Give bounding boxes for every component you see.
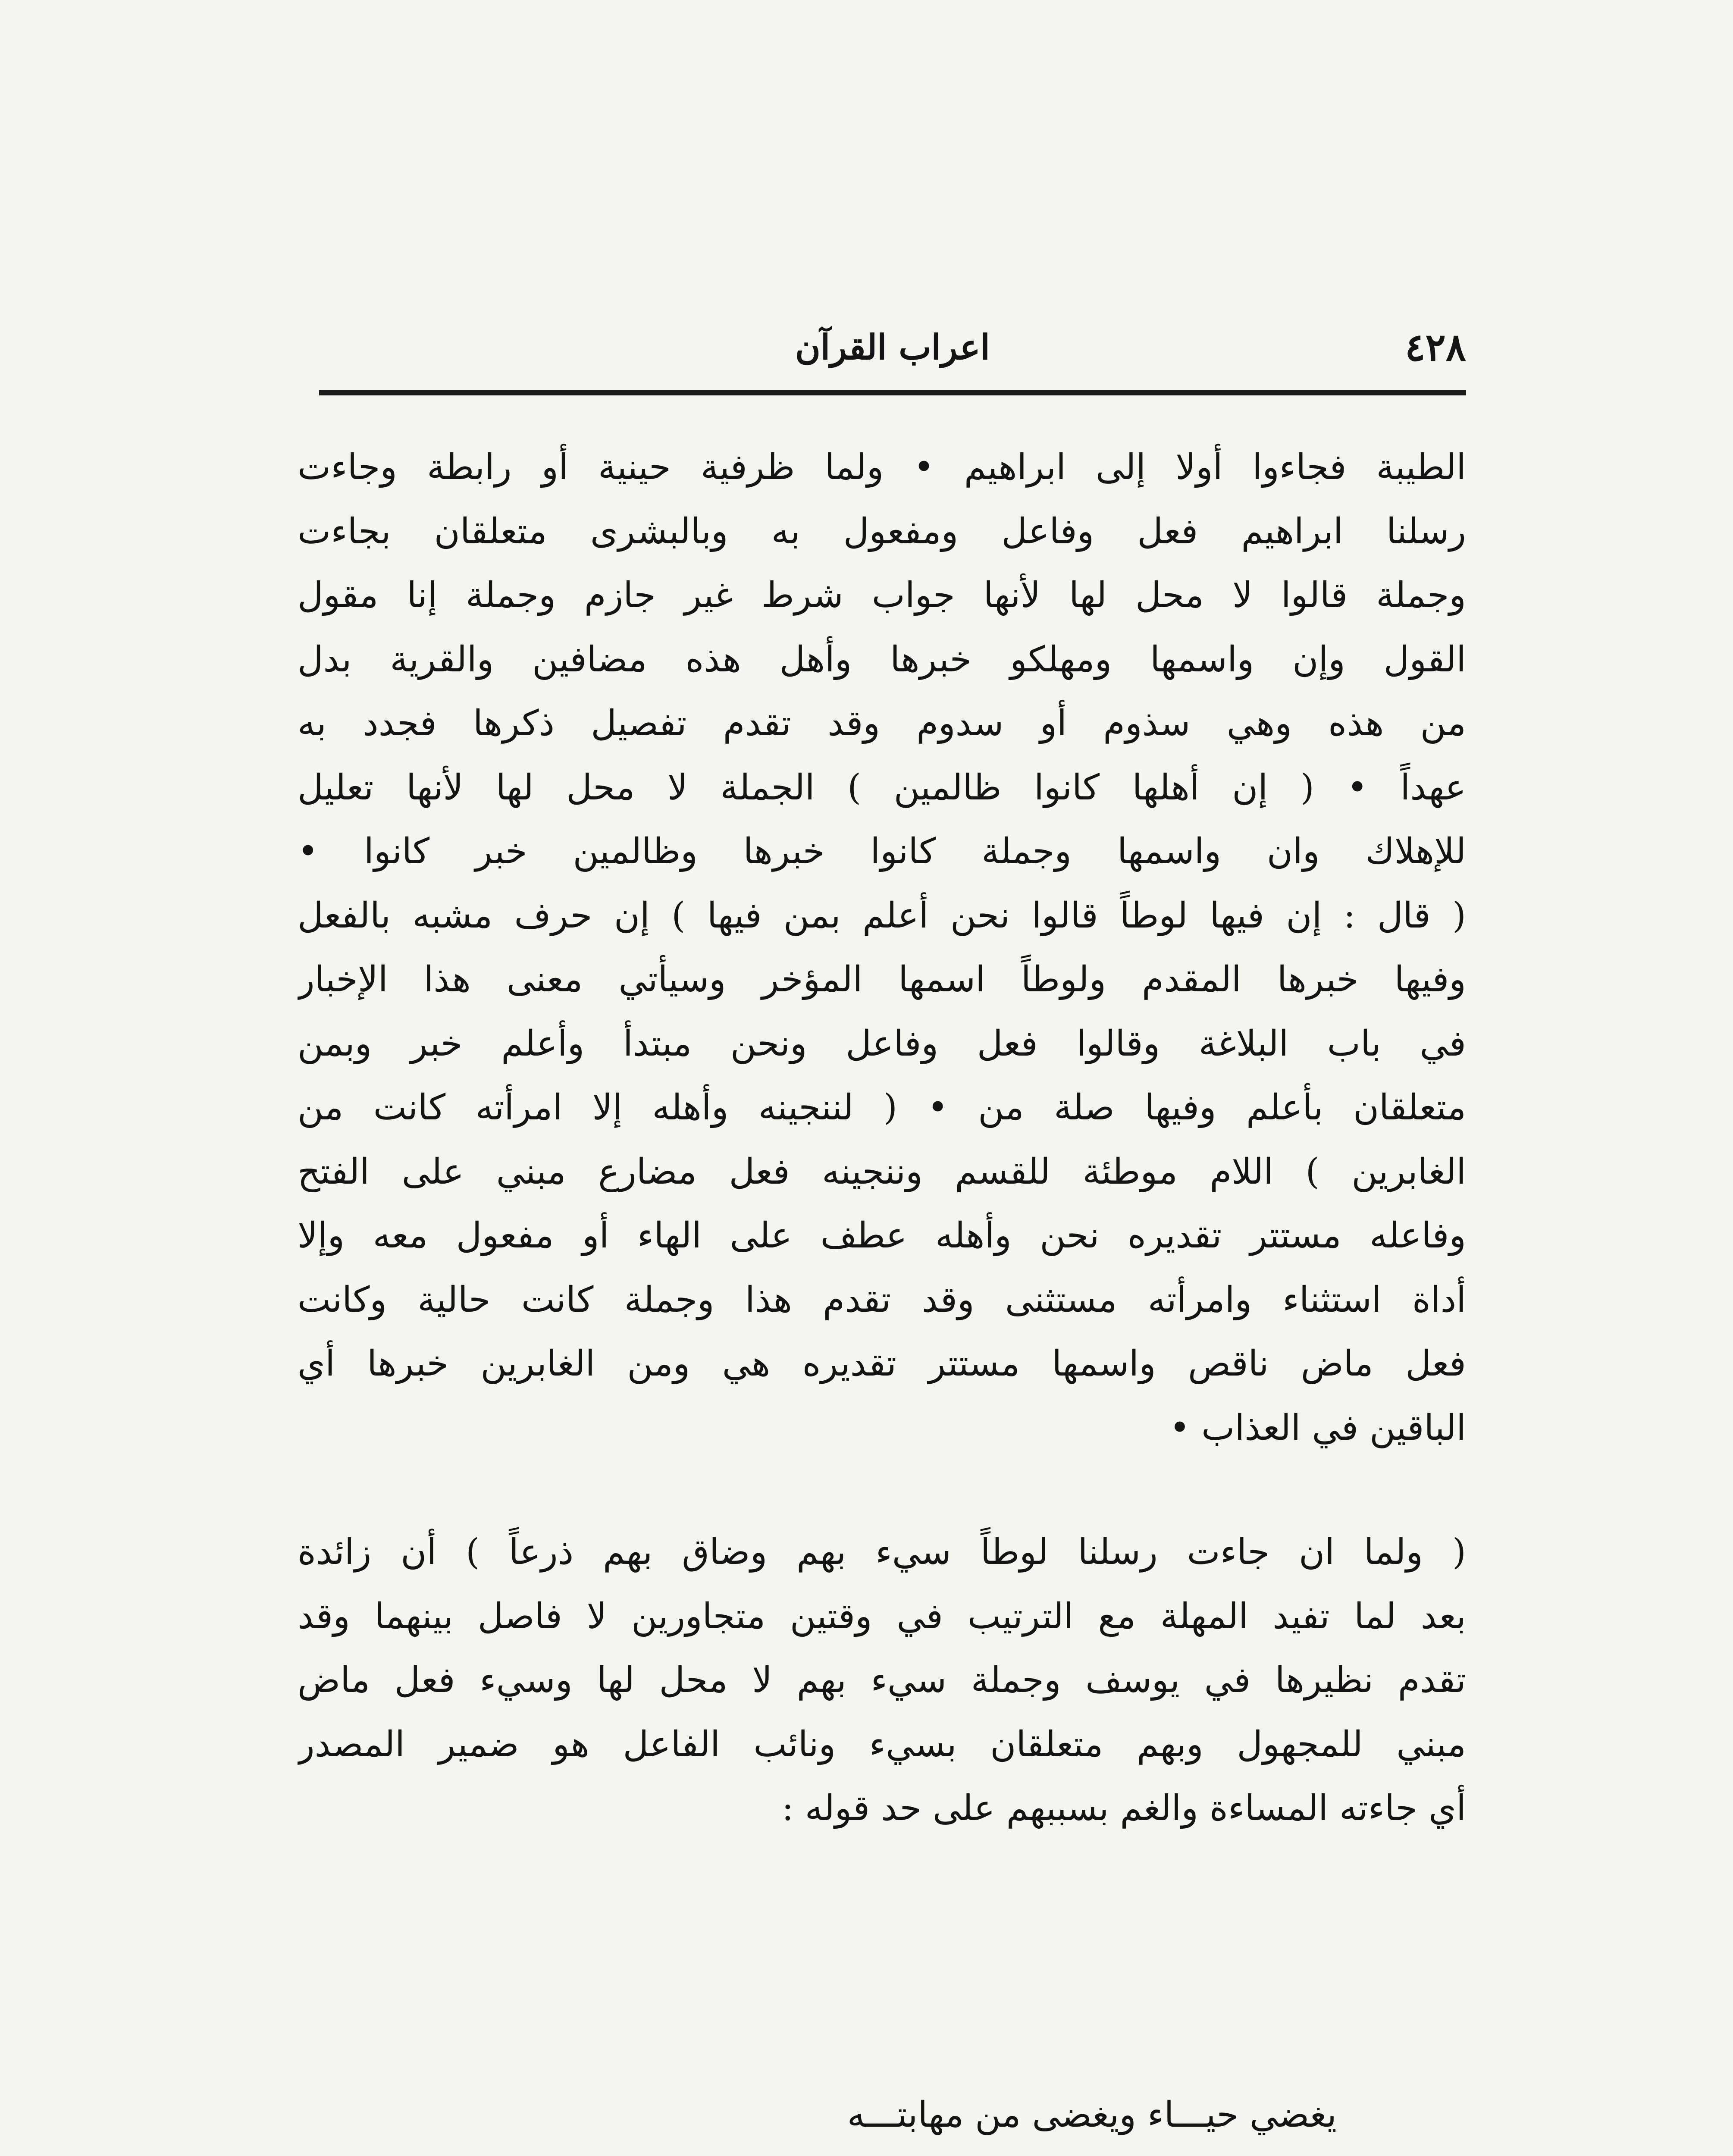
paragraph-line: وفيها خبرها المقدم ولوطاً اسمها المؤخر وسيأتي معنى هذا الإخبار (298, 959, 1466, 1000)
paragraph-line: في باب البلاغة وقالوا فعل وفاعل ونحن مبتدأ وأعلم خبر وبمن (298, 1023, 1466, 1064)
paragraph-line: للإهلاك وان واسمها وجملة كانوا خبرها وظالمين خبر كانوا • (298, 831, 1466, 872)
paragraph-line: فعل ماض ناقص واسمها مستتر تقديره هي ومن الغابرين خبرها أي (298, 1343, 1466, 1384)
paragraph-line: بعد لما تفيد المهلة مع الترتيب في وقتين متجاورين لا فاصل بينهما وقد (298, 1595, 1466, 1637)
paragraph-line: عهداً • ( إن أهلها كانوا ظالمين ) الجملة لا محل لها لأنها تعليل (298, 767, 1466, 808)
paragraph-line: ( ولما ان جاءت رسلنا لوطاً سيء بهم وضاق بهم ذرعاً ) أن زائدة (298, 1532, 1466, 1573)
paragraph-line: الغابرين ) اللام موطئة للقسم وننجينه فعل مضارع مبني على الفتح (298, 1151, 1466, 1192)
paragraph-gap (298, 1460, 1466, 1520)
paragraph-line: وفاعله مستتر تقديره نحن وأهله عطف على الهاء أو مفعول معه وإلا (298, 1215, 1466, 1256)
paragraph-line: الباقين في العذاب • (1169, 1407, 1466, 1448)
paragraph-line: من هذه وهي سذوم أو سدوم وقد تقدم تفصيل ذكرها فجدد به (298, 703, 1466, 744)
paragraph-line: متعلقان بأعلم وفيها صلة من • ( لننجينه وأهله إلا امرأته كانت من (298, 1087, 1466, 1128)
running-title: اعراب القرآن (795, 327, 990, 367)
paragraph-line: تقدم نظيرها في يوسف وجملة سيء بهم لا محل لها وسيء فعل ماض (298, 1660, 1466, 1701)
page-header (319, 310, 1466, 384)
header-rule (319, 390, 1466, 395)
page-number: ٤٢٨ (1405, 325, 1466, 370)
body-text (298, 436, 1466, 1841)
paragraph-line: ( قال : إن فيها لوطاً قالوا نحن أعلم بمن فيها ) إن حرف مشبه بالفعل (298, 895, 1466, 936)
paragraph-line: أداة استثناء وامرأته مستثنى وقد تقدم هذا وجملة كانت حالية وكانت (298, 1279, 1466, 1320)
paragraph-line: رسلنا ابراهيم فعل وفاعل ومفعول به وبالبشرى متعلقان بجاءت (298, 511, 1466, 552)
paragraph-line: القول وإن واسمها ومهلكو خبرها وأهل هذه مضافين والقرية بدل (298, 639, 1466, 680)
paragraph-line: وجملة قالوا لا محل لها لأنها جواب شرط غير جازم وجملة إنا مقول (298, 575, 1466, 616)
paragraph-line: الطيبة فجاءوا أولا إلى ابراهيم • ولما ظرفية حينية أو رابطة وجاءت (298, 447, 1466, 488)
paragraph-line: مبني للمجهول وبهم متعلقان بسيء ونائب الفاعل هو ضمير المصدر (298, 1724, 1466, 1765)
verse-line-1: يغضي حيـــاء ويغضى من مهابتـــه (847, 2094, 1337, 2135)
paragraph-line: أي جاءته المساءة والغم بسببهم على حد قوله : (782, 1788, 1466, 1829)
